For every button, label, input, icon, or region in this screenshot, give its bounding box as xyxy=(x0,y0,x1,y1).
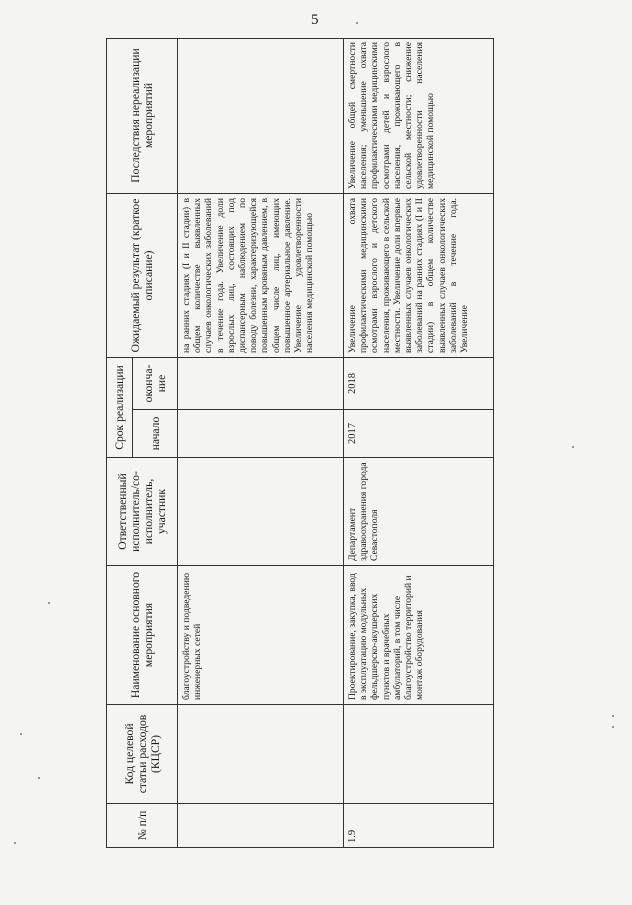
header-kcsr: Код целевой статьи расходов (КЦСР) xyxy=(106,705,177,804)
row-1-consequences xyxy=(177,38,343,194)
row-2-consequences: Увеличение общей смертности населения; уменьшение охвата профилактическими медицинскими осмотрами детей и взрослого населения, проживающего в сельской местности; снижение удовлетворенности населения медицинской помощью xyxy=(343,38,494,194)
table xyxy=(106,38,494,848)
scan-speck xyxy=(356,22,358,24)
scan-speck xyxy=(612,726,614,728)
row-2-result: Увеличение охвата профилактическими медицинскими осмотрами взрослого и детского населения, проживающего в сельской местности. Увеличение доли впервые выявленных случаев онкологических заболеваний на ранних стадиях (I и II стадии) в общем количестве выявленных случаев онкологических заболеваний в течение года. Увеличение xyxy=(343,194,494,358)
row-2-responsible: Департамент здравоохранения города Севастополя xyxy=(343,458,494,566)
scan-speck xyxy=(48,602,50,604)
row-1-end xyxy=(177,358,343,410)
header-num: № п/п xyxy=(106,804,177,848)
row-1-num xyxy=(177,804,343,848)
scan-speck xyxy=(14,842,16,844)
row-2-name: Проектирование, закупка, ввод в эксплуатацию модульных фельдшерско-акушерских пунктов и врачебных амбулаторий, в том числе благоустройство территорий и монтаж оборудования xyxy=(343,566,494,705)
row-1-kcsr xyxy=(177,705,343,804)
header-consequences: Последствия нереализации мероприятий xyxy=(106,38,177,194)
header-term-end: оконча-ние xyxy=(132,358,177,410)
page-number: 5 xyxy=(311,12,319,28)
row-2-kcsr xyxy=(343,705,494,804)
header-responsible: Ответственный исполнитель/со-исполнитель, участник xyxy=(106,458,177,566)
row-2-start: 2017 xyxy=(343,410,494,458)
row-1-name: благоустройству и подведению инженерных сетей xyxy=(177,566,343,705)
row-1-result: на ранних стадиях (I и II стадии) в общем количестве выявленных случаев онкологических заболеваний в течение года. Увеличение доли взрослых лиц, состоящих под диспансерным наблюдением по поводу болезни, характеризующейся повышенным кровяным давлением, в общем числе лиц, имеющих повышенное артериальное давление. Увеличение удовлетворенности населения медицинской помощью xyxy=(177,194,343,358)
scan-speck xyxy=(38,777,40,779)
header-result: Ожидаемый результат (краткое описание) xyxy=(106,194,177,358)
scan-speck xyxy=(572,446,574,448)
scan-speck xyxy=(612,715,614,717)
header-term-start: начало xyxy=(132,410,177,458)
header-term: Срок реализации xyxy=(106,358,132,458)
row-1-responsible xyxy=(177,458,343,566)
row-1-start xyxy=(177,410,343,458)
header-name: Наименование основного мероприятия xyxy=(106,566,177,705)
row-2-end: 2018 xyxy=(343,358,494,410)
scan-speck xyxy=(20,733,22,735)
table-border-right xyxy=(106,38,494,39)
table-border-bottom xyxy=(493,38,494,848)
row-2-num: 1.9 xyxy=(343,804,494,848)
